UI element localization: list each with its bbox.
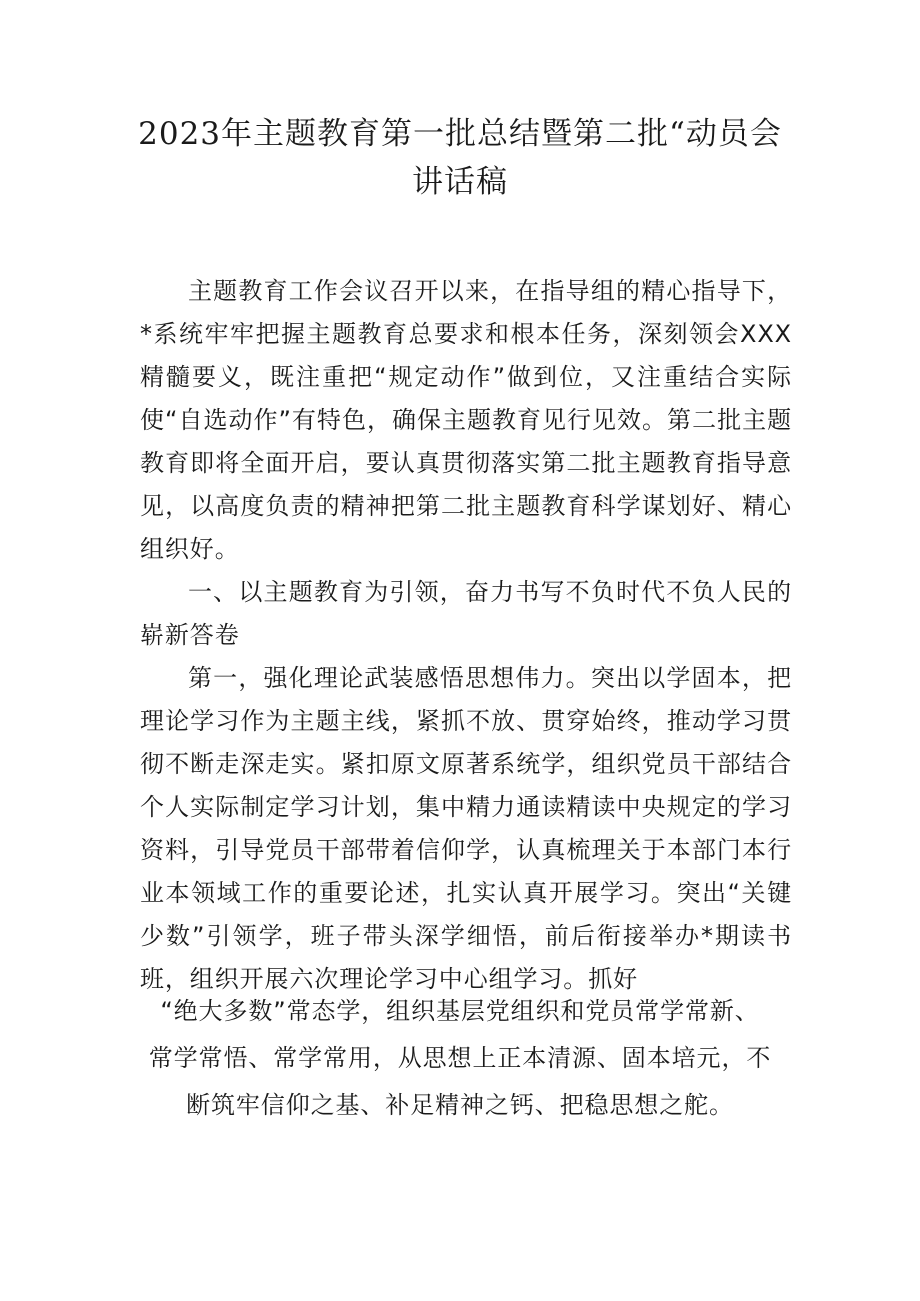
document-title: 2023年主题教育第一批总结暨第二批“动员会讲话稿 (138, 116, 782, 200)
section-heading-1: 一、以主题教育为引领，奋力书写不负时代不负人民的崭新答卷 (140, 578, 792, 649)
tail-line-3: 断筑牢信仰之基、补足精神之钙、把稳思想之舵。 (186, 1091, 734, 1119)
paragraph-intro: 主题教育工作会议召开以来，在指导组的精心指导下，*系统牢牢把握主题教育总要求和根本任务，深刻领会XXX精髓要义，既注重把“规定动作”做到位，又注重结合实际使“自选动作”有特色，确保主题教育见行见效。第二批主题教育即将全面开启，要认真贯彻落实第二批主题教育指导意见，以高度负责的精神把第二批主题教育科学谋划好、精心组织好。 (140, 277, 792, 563)
tail-line-2: 常学常悟、常学常用，从思想上正本清源、固本培元，不 (148, 1044, 772, 1072)
document-body (140, 270, 792, 1001)
paragraph-first-point: 第一，强化理论武装感悟思想伟力。突出以学固本，把理论学习作为主题主线，紧抓不放、贯穿始终，推动学习贯彻不断走深走实。紧扣原文原著系统学，组织党员干部结合个人实际制定学习计划，集中精力通读精读中央规定的学习资料，引导党员干部带着信仰学，认真梳理关于本部门本行业本领域工作的重要论述，扎实认真开展学习。突出“关键少数”引领学，班子带头深学细悟，前后衔接举办*期读书班，组织开展六次理论学习中心组学习。抓好 (140, 664, 792, 993)
tail-line-1: “绝大多数”常态学，组织基层党组织和党员常学常新、 (160, 997, 760, 1025)
document-tail (130, 988, 790, 1129)
